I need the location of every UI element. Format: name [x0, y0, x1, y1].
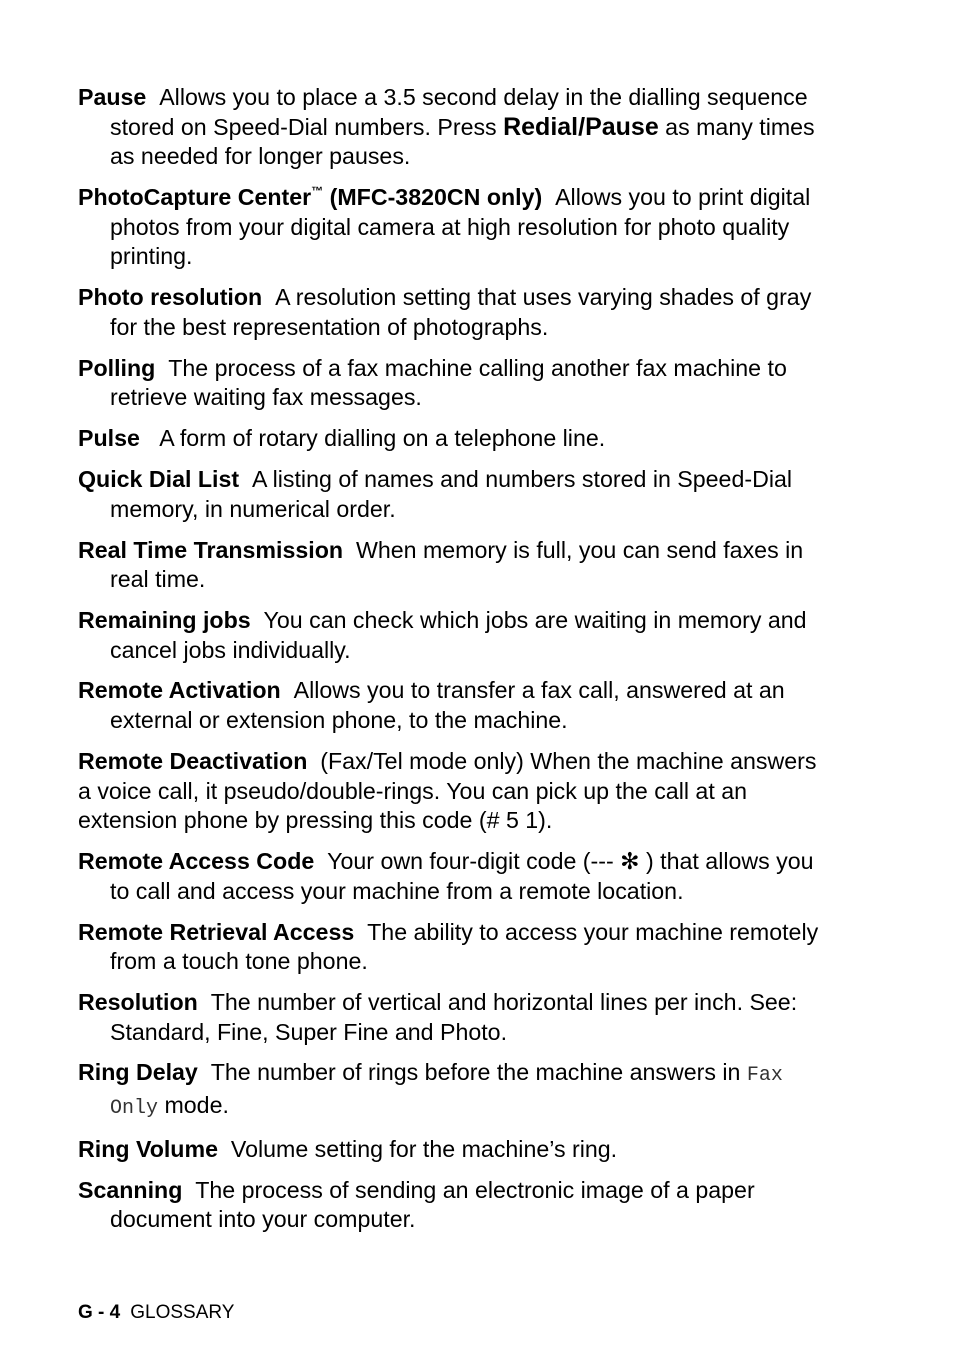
term-photocapture-model: (MFC-3820CN only) [323, 184, 543, 211]
definition-pause-1: Allows you to place a 3.5 second delay in the dialling sequence stored on Speed-Dial numbers. Press [110, 84, 808, 140]
term-real-time-transmission: Real Time Transmission [78, 536, 344, 563]
key-redial-pause: Redial/Pause [503, 112, 659, 141]
mode-fax-only: Fax Only [110, 1064, 783, 1121]
entry-photo-resolution [78, 283, 828, 342]
entry-remote-activation [78, 676, 828, 735]
definition-ring-delay-2: mode. [158, 1092, 229, 1119]
term-remote-deactivation: Remote Deactivation [78, 747, 308, 774]
term-resolution: Resolution [78, 989, 198, 1015]
term-pulse: Pulse [78, 425, 140, 452]
definition-resolution: The number of vertical and horizontal lines per inch. See: Standard, Fine, Super Fine and Photo. [110, 989, 798, 1045]
definition-remote-access-code-2: ) that allows you to call and access your machine from a remote location. [110, 848, 814, 904]
entry-quick-dial-list [78, 465, 828, 524]
page-footer [78, 1301, 234, 1325]
definition-photo-resolution: A resolution setting that uses varying shades of gray for the best representation of photographs. [110, 284, 812, 340]
entry-remote-access-code [78, 847, 828, 906]
entry-scanning [78, 1176, 828, 1235]
definition-remaining-jobs: You can check which jobs are waiting in memory and cancel jobs individually. [110, 606, 807, 663]
definition-scanning: The process of sending an electronic image of a paper document into your computer. [110, 1176, 755, 1233]
entry-remote-deactivation [78, 747, 828, 836]
entry-photocapture [78, 183, 828, 272]
definition-pause-2: as many times as needed for longer pauses. [110, 113, 815, 170]
definition-remote-retrieval-access: The ability to access your machine remotely from a touch tone phone. [110, 918, 819, 975]
term-pause: Pause [78, 84, 147, 110]
term-remote-access-code: Remote Access Code [78, 848, 315, 875]
term-quick-dial-list: Quick Dial List [78, 466, 240, 493]
term-ring-volume: Ring Volume [78, 1135, 218, 1162]
entry-remote-retrieval-access [78, 918, 828, 977]
definition-ring-delay-1: The number of rings before the machine answers in [210, 1059, 747, 1086]
term-polling: Polling [78, 354, 156, 381]
entry-pulse [78, 424, 828, 454]
entry-real-time-transmission [78, 536, 828, 595]
entry-resolution [78, 988, 828, 1047]
definition-real-time-transmission: When memory is full, you can send faxes in real time. [110, 536, 804, 593]
entry-remaining-jobs [78, 606, 828, 665]
definition-remote-deactivation: (Fax/Tel mode only) When the machine answers a voice call, it pseudo/double-rings. You can pick up the call at an extension phone by pressing this code (# 5 1). [78, 747, 817, 834]
definition-pulse: A form of rotary dialling on a telephone line. [159, 425, 606, 452]
star-key-icon: ✻ [620, 848, 640, 875]
entry-ring-volume [78, 1135, 828, 1165]
definition-photocapture: Allows you to print digital photos from your digital camera at high resolution for photo quality printing. [110, 184, 811, 270]
definition-remote-activation: Allows you to transfer a fax call, answered at an external or extension phone, to the machine. [110, 677, 785, 734]
definition-quick-dial-list: A listing of names and numbers stored in Speed-Dial memory, in numerical order. [110, 466, 793, 522]
term-photocapture-name: PhotoCapture Center [78, 184, 312, 211]
glossary-content [78, 83, 828, 1246]
entry-ring-delay [78, 1058, 828, 1123]
definition-ring-volume: Volume setting for the machine’s ring. [230, 1135, 618, 1162]
section-name: GLOSSARY [130, 1302, 235, 1323]
term-remote-activation: Remote Activation [78, 677, 281, 704]
entry-pause [78, 83, 828, 172]
term-scanning: Scanning [78, 1176, 183, 1203]
entry-polling [78, 354, 828, 413]
term-ring-delay: Ring Delay [78, 1059, 198, 1086]
definition-polling: The process of a fax machine calling another fax machine to retrieve waiting fax messages. [110, 354, 787, 411]
page-number: G - 4 [78, 1302, 121, 1323]
term-remote-retrieval-access: Remote Retrieval Access [78, 918, 355, 945]
term-remaining-jobs: Remaining jobs [78, 606, 251, 633]
trademark-symbol: ™ [311, 184, 324, 199]
definition-remote-access-code-1: Your own four-digit code (--- [327, 848, 621, 875]
term-photo-resolution: Photo resolution [78, 284, 263, 311]
term-photocapture [78, 184, 542, 210]
